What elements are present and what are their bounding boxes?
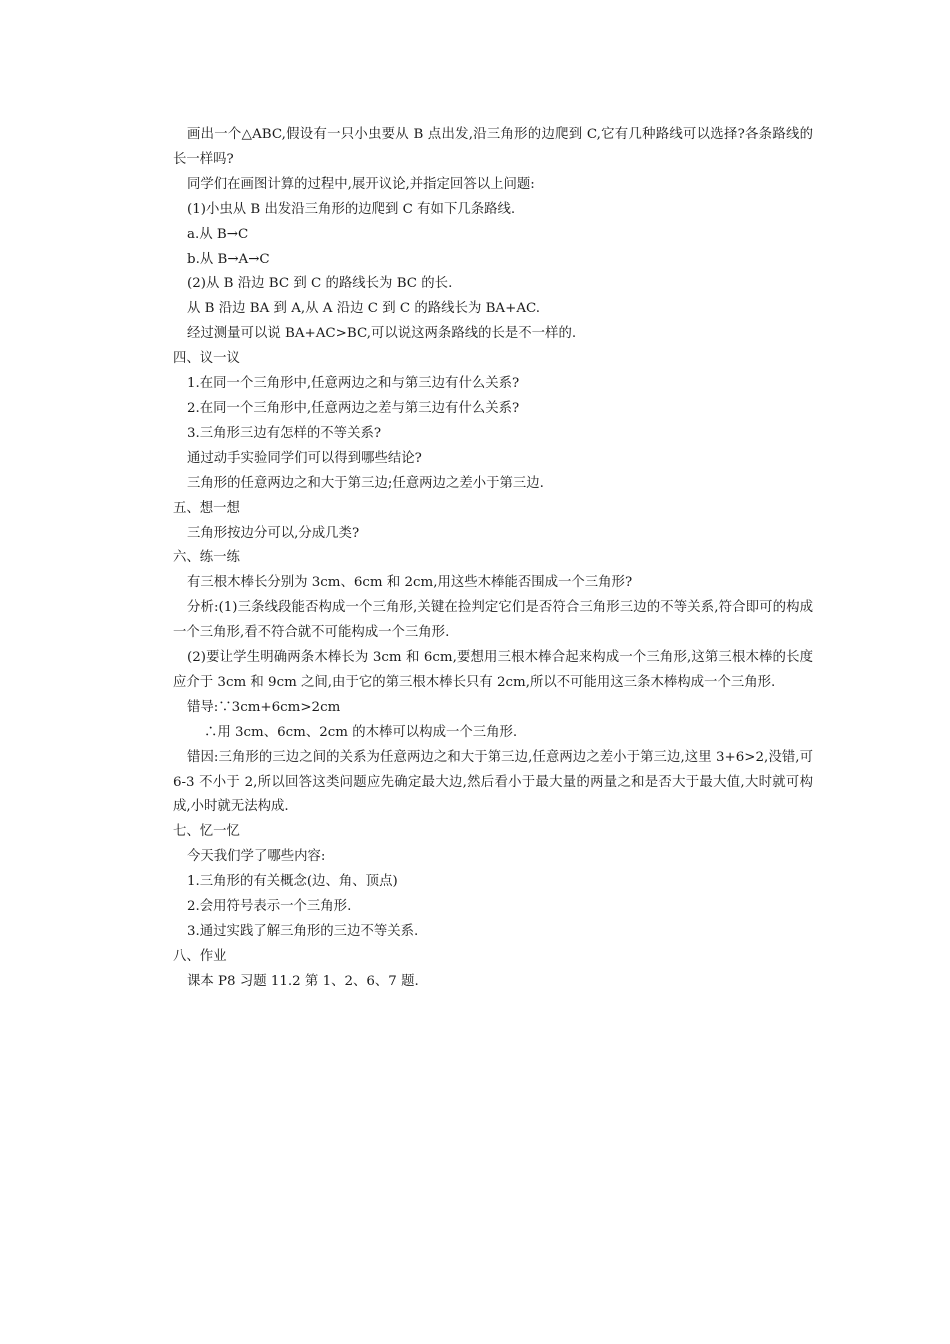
document-body [173,123,813,995]
paragraph: 三角形的任意两边之和大于第三边;任意两边之差小于第三边. [187,475,544,491]
paragraph: 3.三角形三边有怎样的不等关系? [187,425,382,441]
paragraph: (1)小虫从 B 出发沿三角形的边爬到 C 有如下几条路线. [187,201,516,217]
paragraph: 画出一个△ABC,假设有一只小虫要从 B 点出发,沿三角形的边爬到 C,它有几种路线可以选择?各条路线的长一样吗? [173,127,813,167]
section-heading: 四、议一议 [173,351,240,367]
paragraph: (2)要让学生明确两条木棒长为 3cm 和 6cm,要想用三根木棒合起来构成一个三角形,这第三根木棒的长度应介于 3cm 和 9cm 之间,由于它的第三根木棒长只有 2cm,所以不可能用这三条木棒构成一个三角形. [173,650,813,690]
section-heading: 八、作业 [173,948,227,964]
section-heading: 六、练一练 [173,550,240,566]
paragraph: 从 B 沿边 BA 到 A,从 A 沿边 C 到 C 的路线长为 BA+AC. [187,301,541,317]
paragraph: 分析:(1)三条线段能否构成一个三角形,关键在捡判定它们是否符合三角形三边的不等关系,符合即可的构成一个三角形,看不符合就不可能构成一个三角形. [173,600,813,641]
paragraph: a.从 B→C [187,226,249,242]
paragraph: 2.在同一个三角形中,任意两边之差与第三边有什么关系? [187,400,520,416]
paragraph: 同学们在画图计算的过程中,展开议论,并指定回答以上问题: [187,176,535,192]
section-heading: 五、想一想 [173,500,240,516]
paragraph: 经过测量可以说 BA+AC>BC,可以说这两条路线的长是不一样的. [187,326,577,342]
paragraph: (2)从 B 沿边 BC 到 C 的路线长为 BC 的长. [187,276,453,292]
paragraph: 三角形按边分可以,分成几类? [187,525,360,541]
paragraph: 2.会用符号表示一个三角形. [187,899,352,915]
paragraph: 1.三角形的有关概念(边、角、顶点) [187,874,398,890]
paragraph: 错导:∵3cm+6cm>2cm [187,699,341,715]
paragraph: 通过动手实验同学们可以得到哪些结论? [187,450,422,466]
section-heading: 七、忆一忆 [173,824,240,840]
paragraph: 课本 P8 习题 11.2 第 1、2、6、7 题. [187,973,419,989]
paragraph: 1.在同一个三角形中,任意两边之和与第三边有什么关系? [187,376,520,392]
paragraph: b.从 B→A→C [187,251,270,267]
paragraph: 有三根木棒长分别为 3cm、6cm 和 2cm,用这些木棒能否围成一个三角形? [187,575,633,591]
paragraph: 错因:三角形的三边之间的关系为任意两边之和大于第三边,任意两边之差小于第三边,这里 3+6>2,没错,可 6-3 不小于 2,所以回答这类问题应先确定最大边,然后看小于最大量的两量之和是否大于最大值,大时就可构成,小时就无法构成. [173,749,813,815]
paragraph: ∴用 3cm、6cm、2cm 的木棒可以构成一个三角形. [204,724,518,740]
paragraph: 今天我们学了哪些内容: [187,849,326,865]
paragraph: 3.通过实践了解三角形的三边不等关系. [187,924,419,939]
